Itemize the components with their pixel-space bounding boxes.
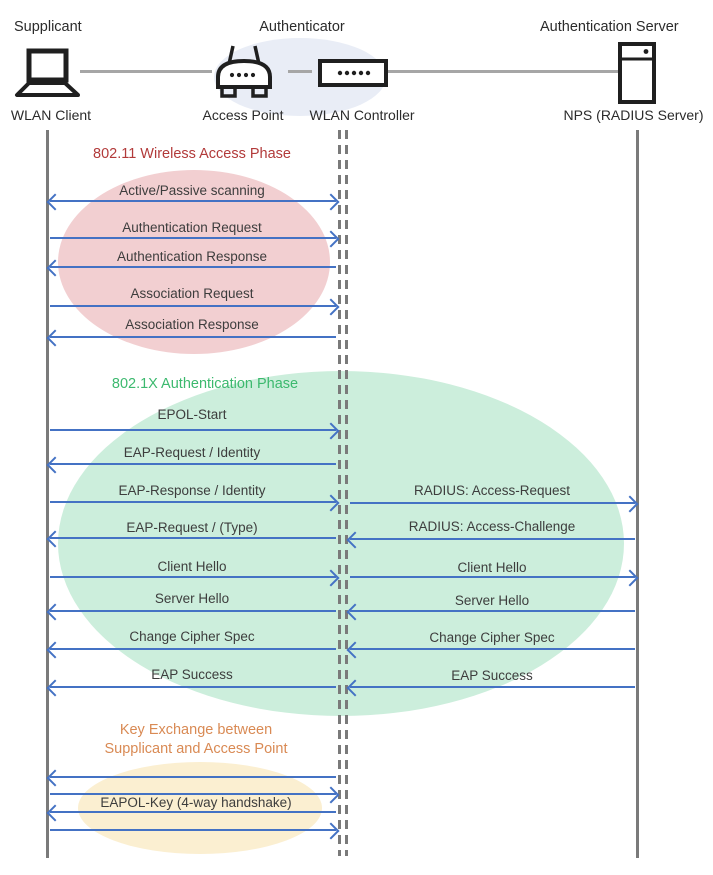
message-label: Authentication Request [122, 220, 262, 235]
server-lifeline [636, 130, 639, 858]
phase3-title-line2: Supplicant and Access Point [104, 741, 288, 757]
message-arrow-right [50, 305, 336, 307]
message-arrow-right [50, 576, 336, 578]
message-arrow-left [50, 648, 336, 650]
message-arrow-bidirectional [50, 200, 336, 202]
message-label: EAP-Response / Identity [118, 483, 266, 498]
message-arrow-left [50, 610, 336, 612]
phase2-title: 802.1X Authentication Phase [111, 376, 299, 392]
wlan-controller-label: WLAN Controller [309, 107, 415, 123]
controller-server-link [388, 70, 618, 73]
message-arrow-left [350, 610, 635, 612]
laptop-icon [12, 48, 82, 100]
message-label: EAP Success [151, 667, 233, 682]
message-label: EAP-Request / Identity [123, 445, 261, 460]
message-label: RADIUS: Access-Request [413, 483, 571, 498]
wlan-client-label: WLAN Client [10, 107, 92, 123]
message-arrow-left [350, 686, 635, 688]
message-label: Authentication Response [116, 249, 268, 264]
message-arrow-left [50, 463, 336, 465]
access-point-icon [212, 44, 276, 100]
message-arrow-right [350, 502, 635, 504]
server-icon [618, 42, 656, 104]
message-label: Change Cipher Spec [429, 630, 555, 645]
supplicant-role-label: Supplicant [14, 19, 82, 35]
message-arrow-right [50, 429, 336, 431]
message-label: EAP-Request / (Type) [126, 520, 258, 535]
message-label: Association Response [125, 317, 259, 332]
ap-controller-link [288, 70, 312, 73]
message-arrow-right [350, 576, 635, 578]
nps-radius-server-label: NPS (RADIUS Server) [563, 107, 704, 123]
handshake-label: EAPOL-Key (4-way handshake) [100, 795, 292, 810]
message-arrow-right [50, 501, 336, 503]
authentication-server-role-label: Authentication Server [540, 19, 679, 35]
authenticator-role-label: Authenticator [259, 19, 345, 35]
message-arrow-left [50, 776, 336, 778]
message-arrow-right [50, 237, 336, 239]
client-ap-link [80, 70, 212, 73]
message-label: RADIUS: Access-Challenge [408, 519, 576, 534]
message-arrow-left [50, 811, 336, 813]
message-label: Active/Passive scanning [119, 183, 265, 198]
message-arrow-left [350, 648, 635, 650]
phase1-title: 802.11 Wireless Access Phase [93, 146, 291, 162]
message-label: EAP Success [451, 668, 533, 683]
message-arrow-left [50, 686, 336, 688]
message-label: Server Hello [154, 591, 230, 606]
message-arrow-right [50, 829, 336, 831]
message-label: Server Hello [454, 593, 530, 608]
message-arrow-left [50, 537, 336, 539]
phase3-title-line1: Key Exchange between [119, 722, 273, 738]
message-label: Association Request [130, 286, 254, 301]
message-arrow-left [50, 266, 336, 268]
message-label: Change Cipher Spec [129, 629, 255, 644]
message-arrow-left [50, 336, 336, 338]
phase2-ellipse [58, 371, 624, 716]
message-label: Client Hello [457, 560, 527, 575]
access-point-label: Access Point [202, 107, 284, 123]
message-label: Client Hello [157, 559, 227, 574]
wlan-controller-icon [318, 59, 388, 87]
message-label: EPOL-Start [157, 407, 227, 422]
message-arrow-left [350, 538, 635, 540]
